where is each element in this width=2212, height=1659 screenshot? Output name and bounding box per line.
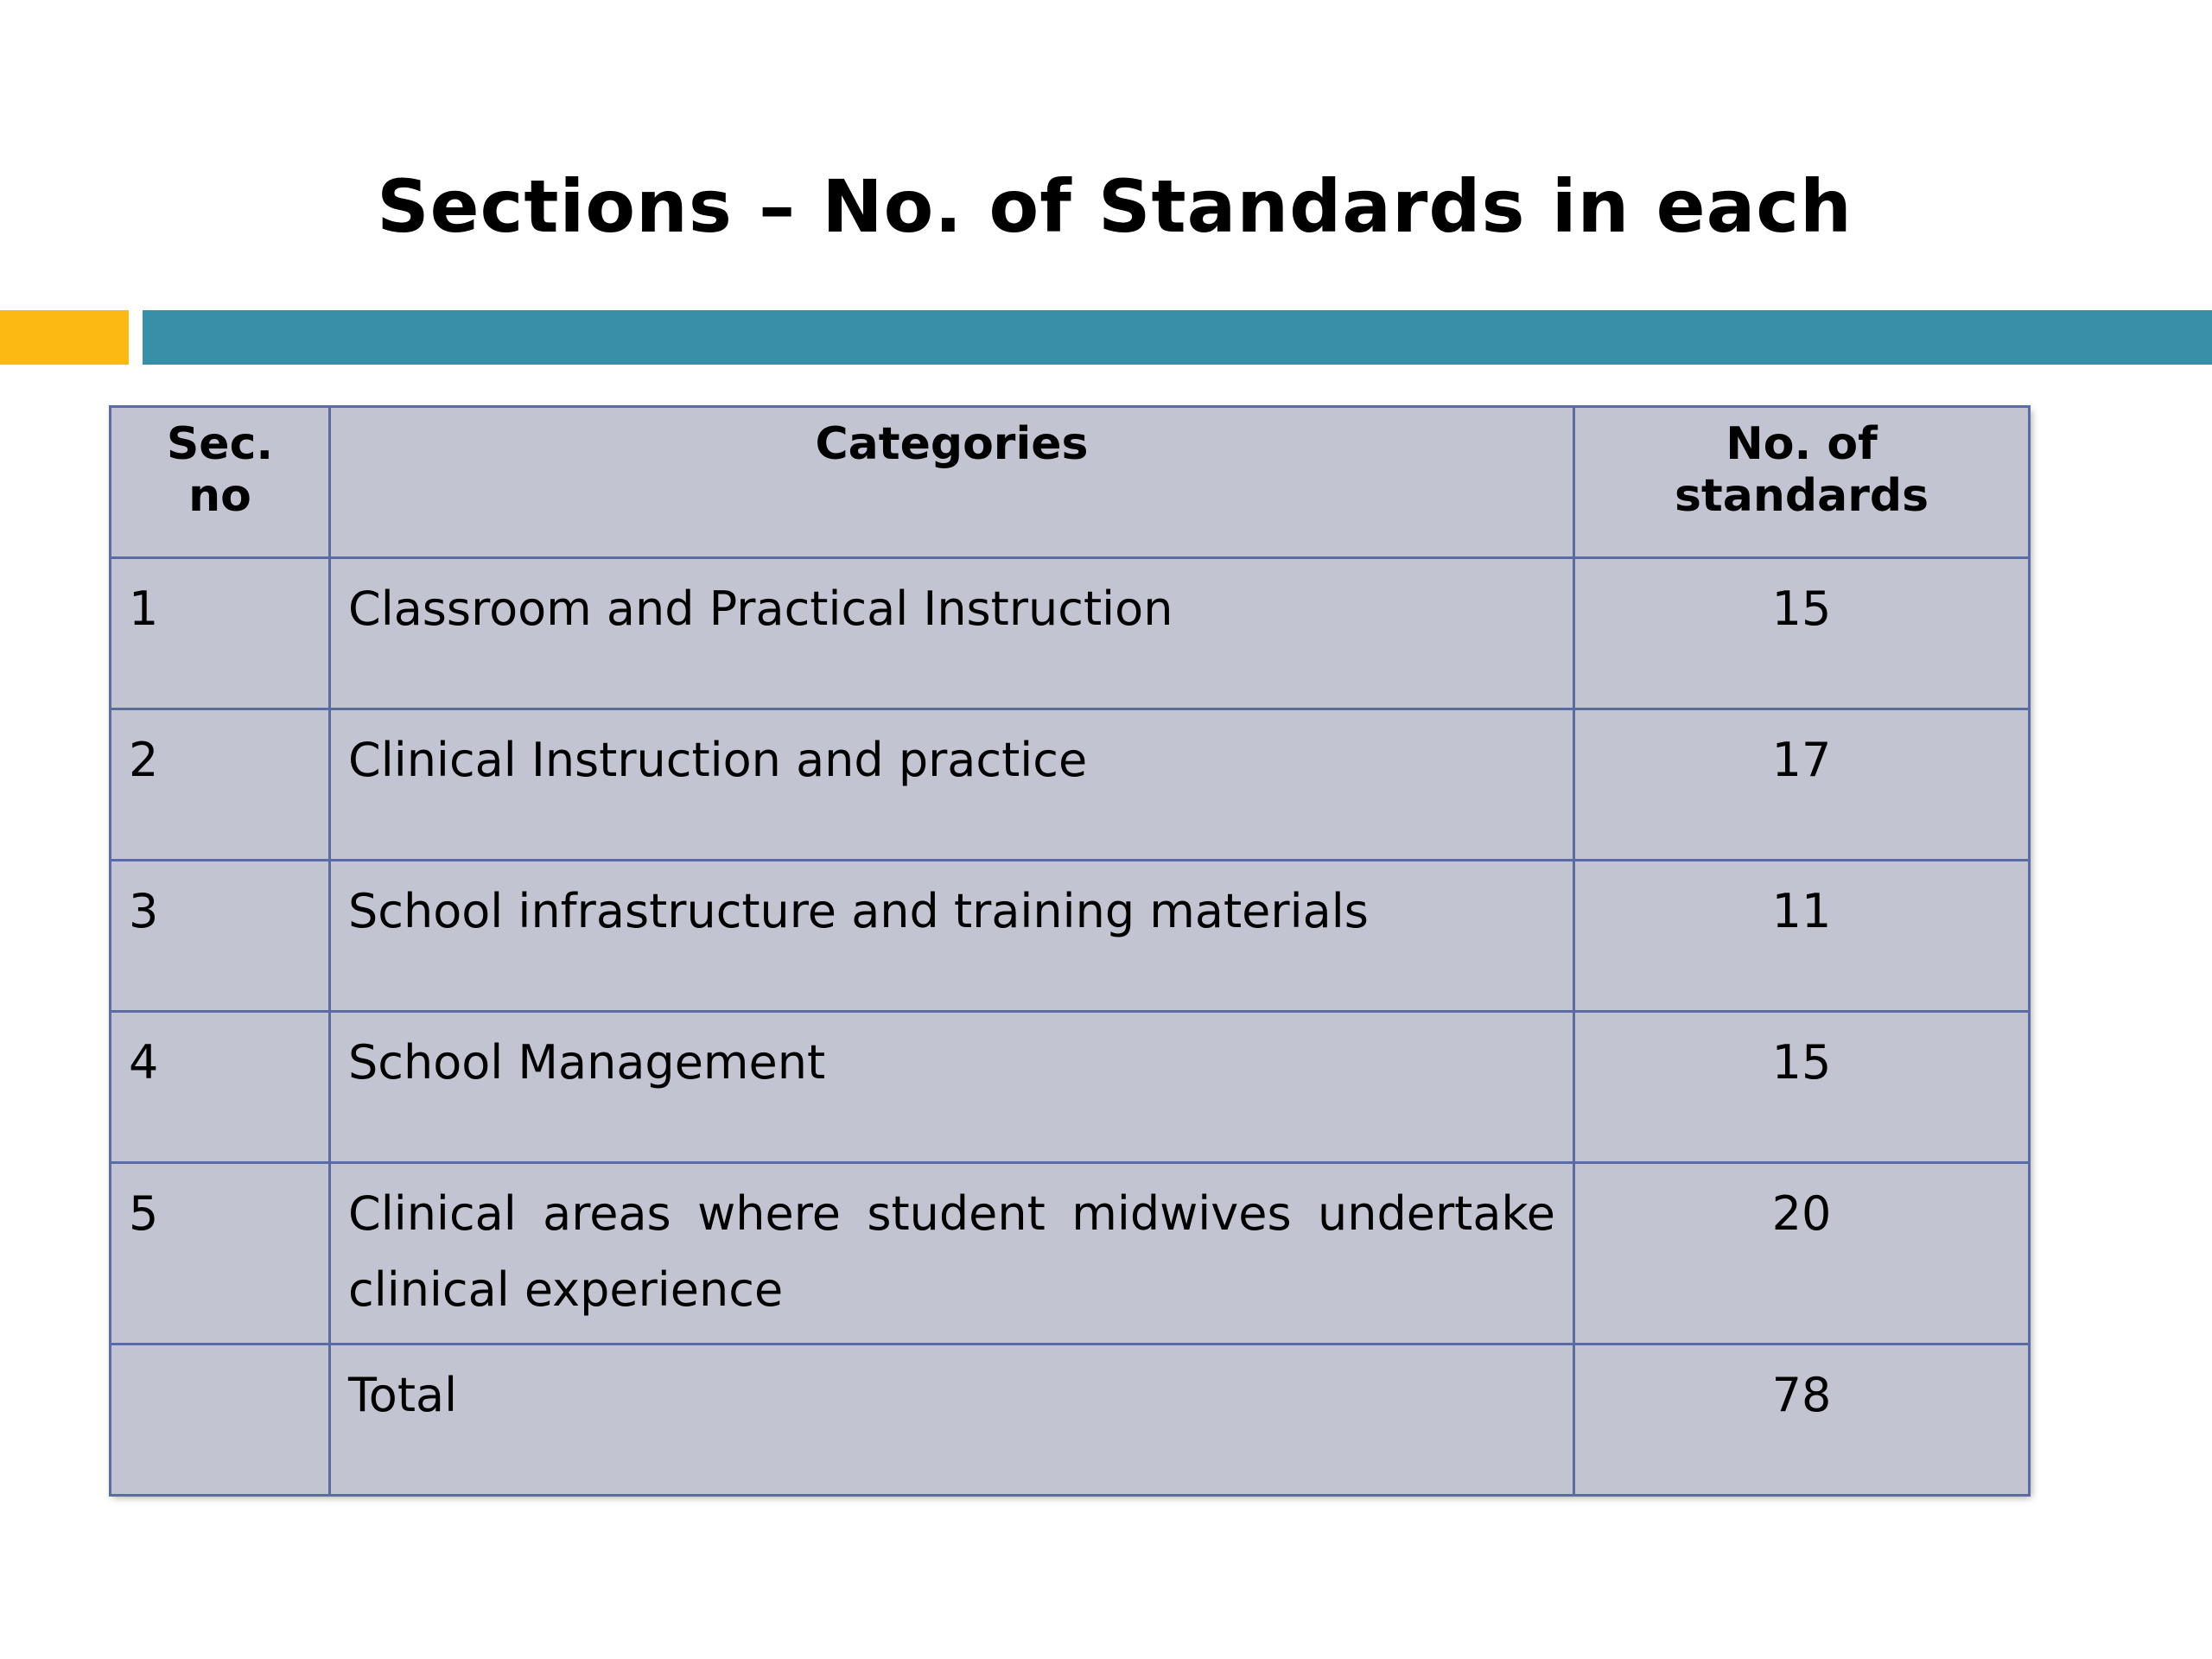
sec-no-cell: 3 — [111, 861, 330, 1012]
standards-count-cell: 15 — [1574, 558, 2030, 709]
sec-no-cell: 5 — [111, 1163, 330, 1344]
sec-no-cell — [111, 1344, 330, 1496]
standards-table — [109, 405, 2031, 1497]
table-row — [111, 1012, 2030, 1163]
sec-no-cell: 2 — [111, 709, 330, 861]
header-no-of-standards: No. of standards — [1574, 407, 2030, 558]
standards-count-cell: 17 — [1574, 709, 2030, 861]
table-row — [111, 1163, 2030, 1344]
standards-table-container — [109, 405, 2028, 1492]
category-cell: Clinical areas where student midwives undertake clinical experience — [330, 1163, 1574, 1344]
category-cell: Clinical Instruction and practice — [330, 709, 1574, 861]
table-header-row — [111, 407, 2030, 558]
category-cell: School Management — [330, 1012, 1574, 1163]
standards-count-cell: 15 — [1574, 1012, 2030, 1163]
table-total-row — [111, 1344, 2030, 1496]
header-categories: Categories — [330, 407, 1574, 558]
standards-count-cell: 11 — [1574, 861, 2030, 1012]
standards-count-cell: 20 — [1574, 1163, 2030, 1344]
sec-no-cell: 1 — [111, 558, 330, 709]
header-divider-bar — [143, 310, 2212, 365]
sec-no-cell: 4 — [111, 1012, 330, 1163]
accent-bar — [0, 310, 129, 365]
category-cell: Classroom and Practical Instruction — [330, 558, 1574, 709]
category-cell: School infrastructure and training materials — [330, 861, 1574, 1012]
table-row — [111, 558, 2030, 709]
table-row — [111, 709, 2030, 861]
total-label-cell: Total — [330, 1344, 1574, 1496]
total-count-cell: 78 — [1574, 1344, 2030, 1496]
slide-title: Sections – No. of Standards in each — [377, 164, 1853, 249]
table-row — [111, 861, 2030, 1012]
header-sec-no: Sec. no — [111, 407, 330, 558]
